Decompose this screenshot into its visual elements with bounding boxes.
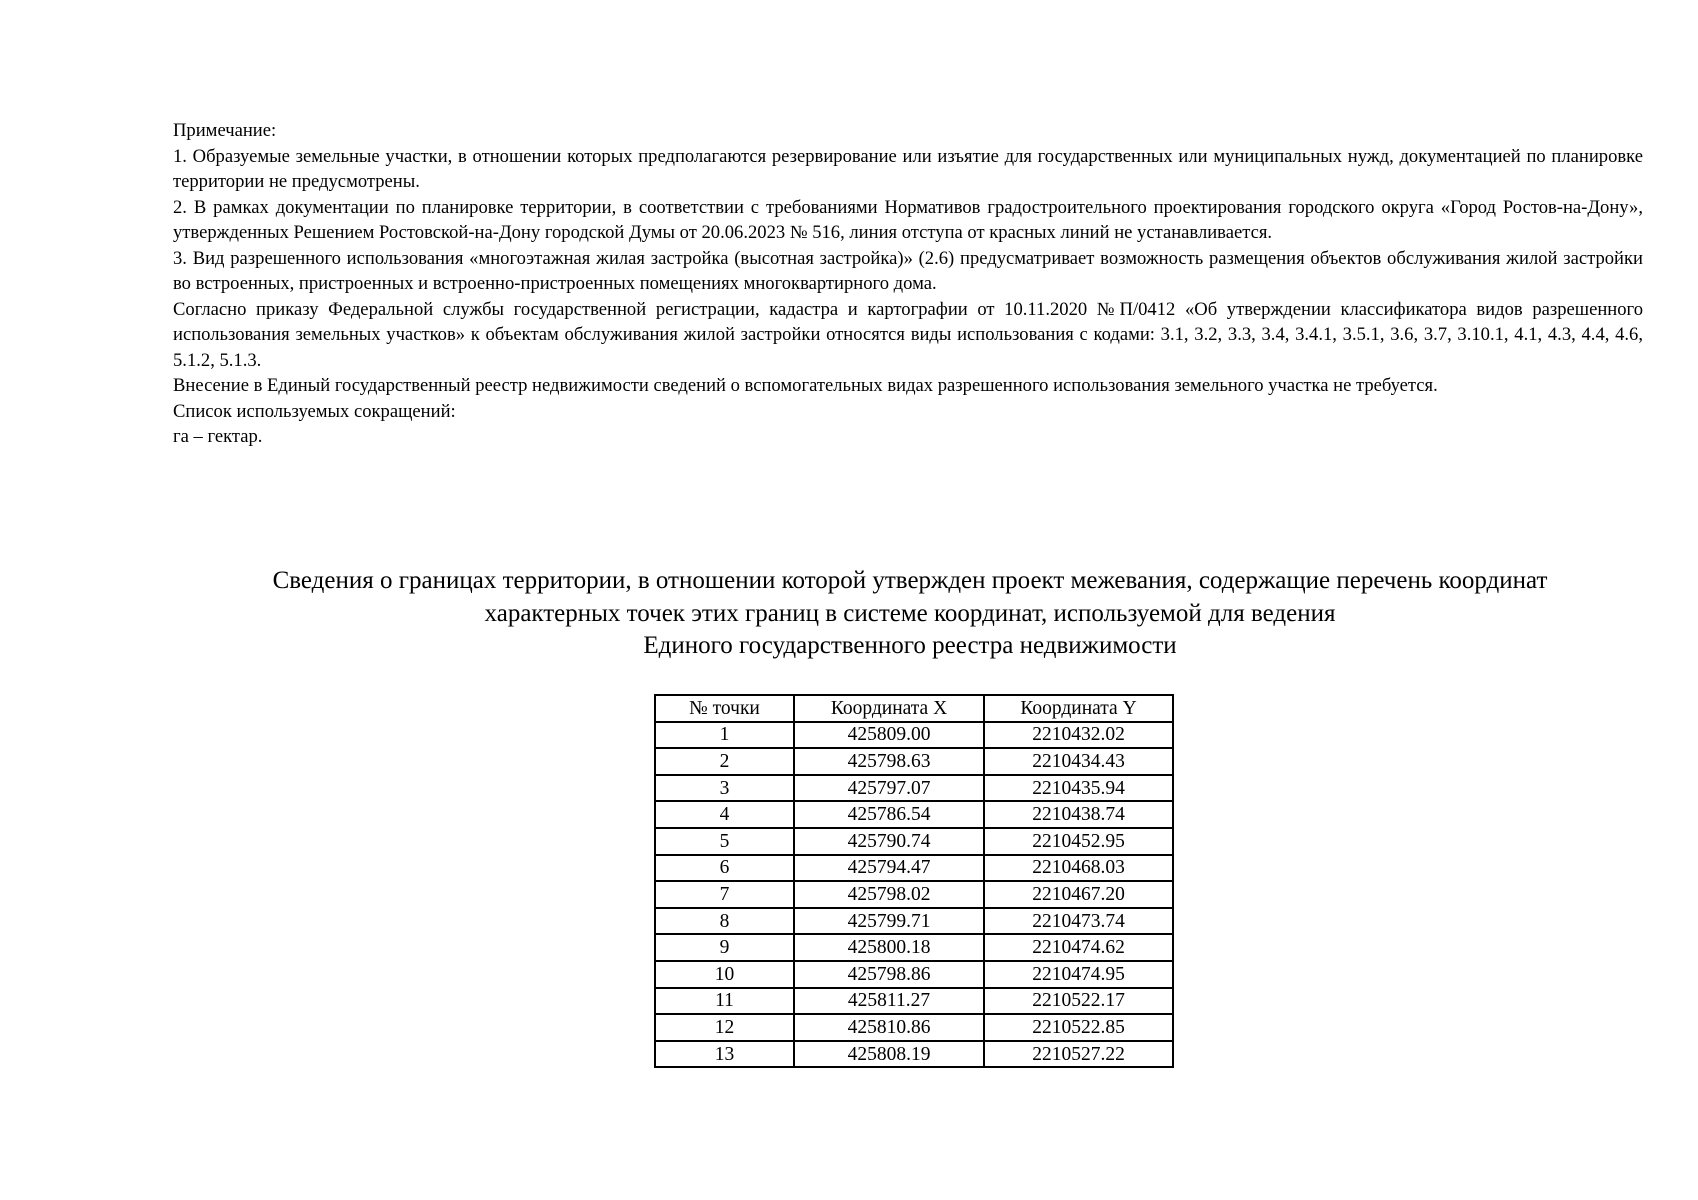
- table-row: [655, 961, 1173, 988]
- heading-line-3: Единого государственного реестра недвижимости: [643, 632, 1177, 659]
- cell-point-number: 11: [655, 988, 794, 1015]
- cell-point-number: 3: [655, 775, 794, 802]
- notes-title: Примечание:: [173, 120, 277, 141]
- cell-coordinate-x: 425811.27: [794, 988, 984, 1015]
- table-row: [655, 988, 1173, 1015]
- header-coordinate-y: Координата Y: [984, 695, 1173, 722]
- table-row: [655, 855, 1173, 882]
- table-row: [655, 801, 1173, 828]
- cell-coordinate-y: 2210468.03: [984, 855, 1173, 882]
- cell-coordinate-y: 2210473.74: [984, 908, 1173, 935]
- table-row: [655, 908, 1173, 935]
- cell-coordinate-x: 425800.18: [794, 934, 984, 961]
- table-row: [655, 1041, 1173, 1068]
- cell-coordinate-x: 425794.47: [794, 855, 984, 882]
- cell-point-number: 6: [655, 855, 794, 882]
- cell-coordinate-x: 425799.71: [794, 908, 984, 935]
- cell-point-number: 5: [655, 828, 794, 855]
- cell-coordinate-y: 2210452.95: [984, 828, 1173, 855]
- cell-coordinate-y: 2210467.20: [984, 881, 1173, 908]
- cell-coordinate-x: 425810.86: [794, 1014, 984, 1041]
- note-item-1: 1. Образуемые земельные участки, в отношении которых предполагаются резервирование или изъятие для государственных или муниципальных нужд, документацией по планировке территории не предусмотрены.: [173, 145, 1643, 192]
- cell-coordinate-y: 2210435.94: [984, 775, 1173, 802]
- section-heading: [160, 565, 1660, 663]
- cell-coordinate-x: 425808.19: [794, 1041, 984, 1068]
- cell-coordinate-y: 2210434.43: [984, 748, 1173, 775]
- cell-point-number: 10: [655, 961, 794, 988]
- table-header-row: [655, 695, 1173, 722]
- cell-point-number: 2: [655, 748, 794, 775]
- heading-line-1: Сведения о границах территории, в отношении которой утвержден проект межевания, содержащие перечень координат: [272, 567, 1548, 594]
- cell-point-number: 4: [655, 801, 794, 828]
- cell-coordinate-y: 2210527.22: [984, 1041, 1173, 1068]
- note-classifier-paragraph: Согласно приказу Федеральной службы государственной регистрации, кадастра и картографии от 10.11.2020 №П/0412 «Об утверждении классификатора видов разрешенного использования земельных участков» к объектам обслуживания жилой застройки относятся виды использования с кодами: 3.1, 3.2, 3.3, 3.4, 3.4.1, 3.5.1, 3.6, 3.7, 3.10.1, 4.1, 4.3, 4.4, 4.6, 5.1.2, 5.1.3.: [173, 298, 1643, 371]
- cell-coordinate-y: 2210438.74: [984, 801, 1173, 828]
- cell-coordinate-y: 2210522.17: [984, 988, 1173, 1015]
- cell-coordinate-y: 2210474.62: [984, 934, 1173, 961]
- cell-coordinate-y: 2210474.95: [984, 961, 1173, 988]
- table-row: [655, 748, 1173, 775]
- cell-coordinate-x: 425790.74: [794, 828, 984, 855]
- cell-coordinate-y: 2210522.85: [984, 1014, 1173, 1041]
- note-item-3: 3. Вид разрешенного использования «многоэтажная жилая застройка (высотная застройка)» (2.6) предусматривает возможность размещения объектов обслуживания жилой застройки во встроенных, пристроенных и встроенно-пристроенных помещениях многоквартирного дома.: [173, 247, 1643, 294]
- cell-point-number: 12: [655, 1014, 794, 1041]
- table-row: [655, 934, 1173, 961]
- cell-point-number: 13: [655, 1041, 794, 1068]
- cell-point-number: 8: [655, 908, 794, 935]
- header-point-number: № точки: [655, 695, 794, 722]
- cell-coordinate-x: 425798.02: [794, 881, 984, 908]
- table-row: [655, 881, 1173, 908]
- cell-coordinate-x: 425798.86: [794, 961, 984, 988]
- heading-line-2: характерных точек этих границ в системе координат, используемой для ведения: [484, 599, 1336, 627]
- cell-coordinate-x: 425786.54: [794, 801, 984, 828]
- coordinates-table: [654, 694, 1174, 1068]
- table-row: [655, 828, 1173, 855]
- note-registry-paragraph: Внесение в Единый государственный реестр недвижимости сведений о вспомогательных видах разрешенного использования земельного участка не требуется.: [173, 375, 1438, 396]
- table-row: [655, 775, 1173, 802]
- header-coordinate-x: Координата X: [794, 695, 984, 722]
- cell-coordinate-y: 2210432.02: [984, 722, 1173, 749]
- cell-point-number: 7: [655, 881, 794, 908]
- table-row: [655, 1014, 1173, 1041]
- cell-coordinate-x: 425797.07: [794, 775, 984, 802]
- abbreviations-title: Список используемых сокращений:: [173, 400, 456, 422]
- cell-coordinate-x: 425809.00: [794, 722, 984, 749]
- abbreviation-item: га – гектар.: [173, 426, 263, 447]
- notes-section: [173, 118, 1643, 450]
- cell-point-number: 9: [655, 934, 794, 961]
- table-row: [655, 722, 1173, 749]
- note-item-2: 2. В рамках документации по планировке территории, в соответствии с требованиями Нормативов градостроительного проектирования городского округа «Город Ростов-на-Дону», утвержденных Решением Ростовской-на-Дону городской Думы от 20.06.2023 № 516, линия отступа от красных линий не устанавливается.: [173, 196, 1643, 243]
- cell-point-number: 1: [655, 722, 794, 749]
- cell-coordinate-x: 425798.63: [794, 748, 984, 775]
